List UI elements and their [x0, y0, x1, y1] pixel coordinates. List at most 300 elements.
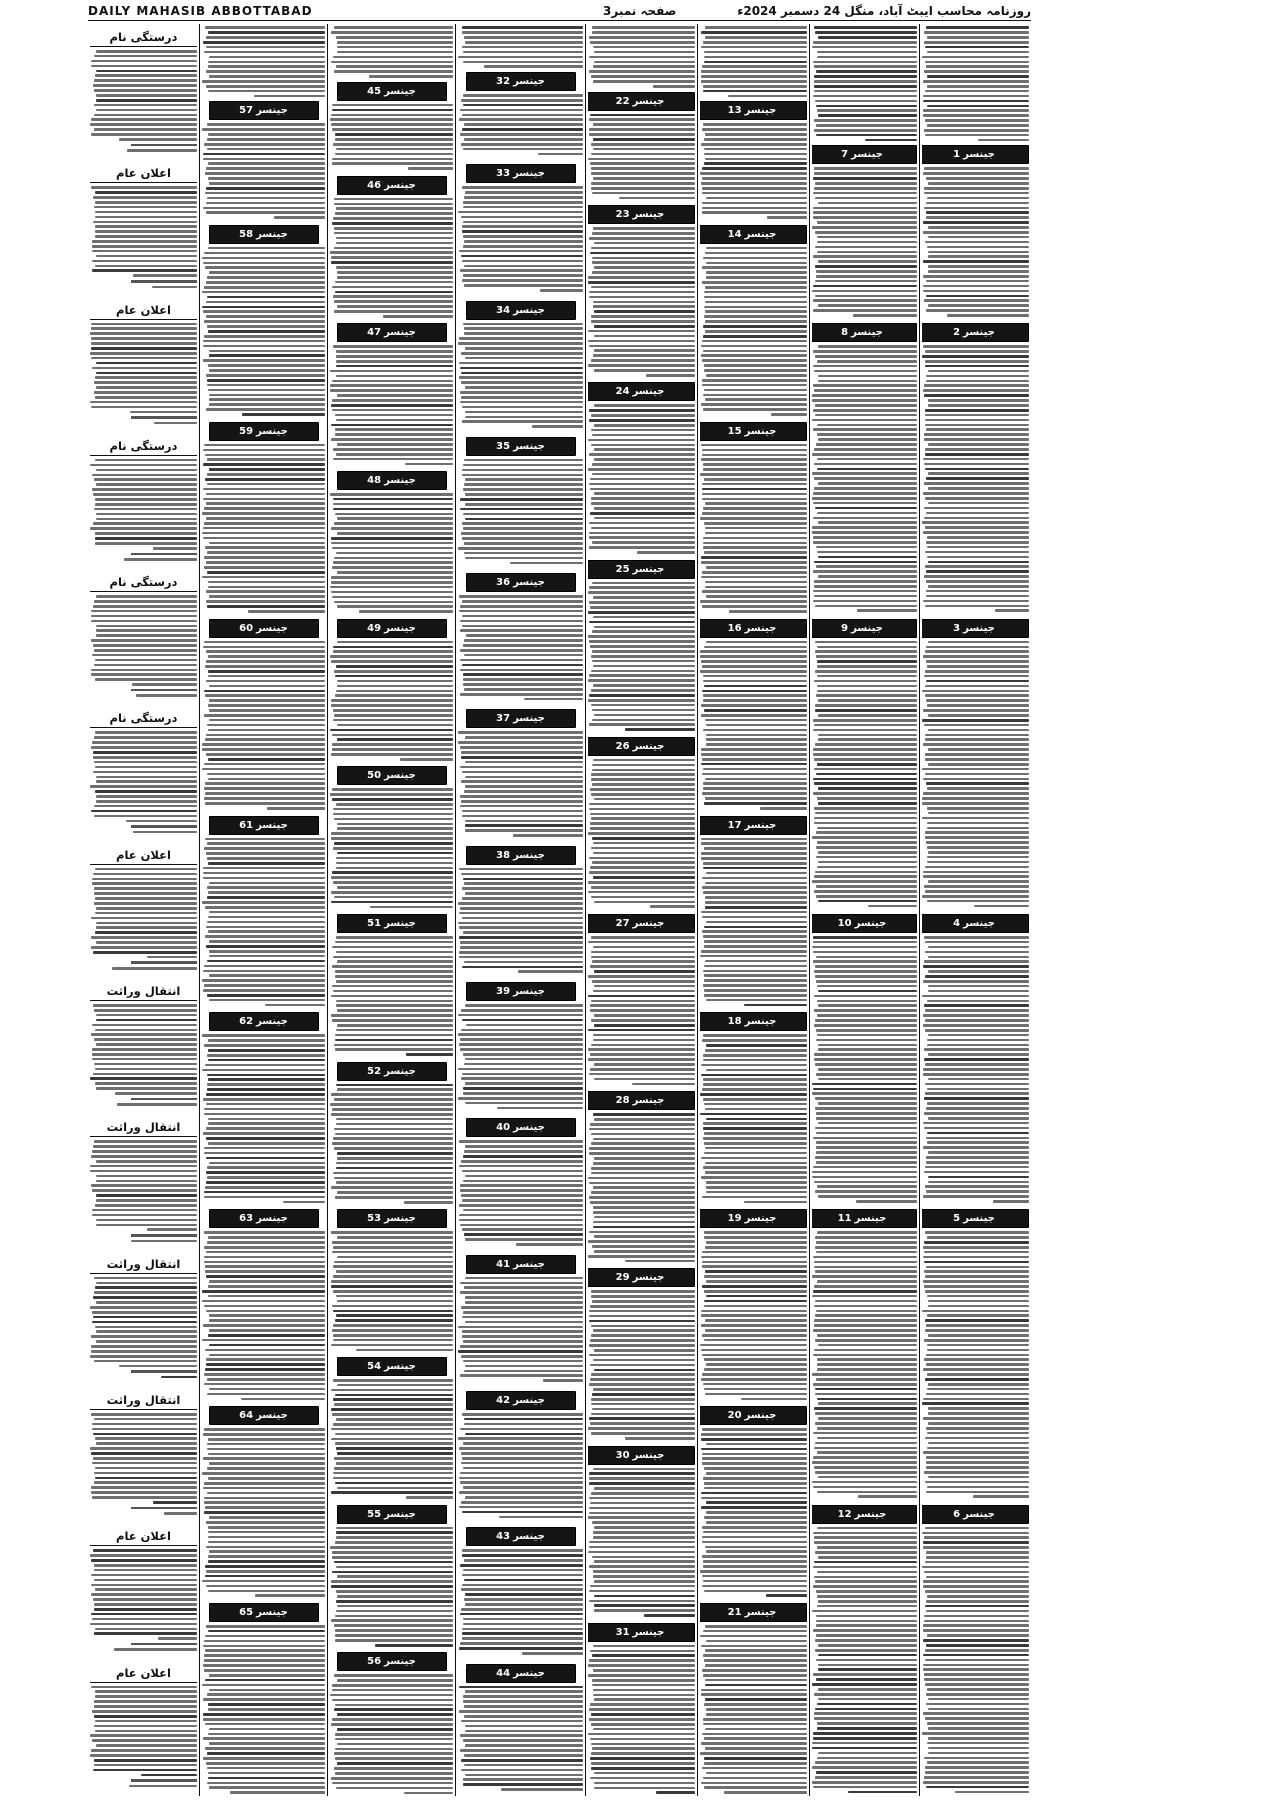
text-line	[336, 36, 453, 39]
text-line	[817, 1546, 917, 1549]
notice-heading	[209, 1603, 319, 1622]
text-line	[464, 654, 583, 657]
text-line	[332, 1689, 453, 1692]
text-line	[924, 1471, 1029, 1474]
text-line	[704, 847, 807, 850]
text-line	[267, 807, 325, 810]
text-line	[337, 1009, 453, 1012]
text-line	[594, 798, 695, 801]
text-line	[460, 669, 583, 672]
signature-line	[131, 1643, 197, 1646]
text-line	[588, 1177, 695, 1180]
text-line	[817, 251, 917, 254]
text-line	[590, 1650, 695, 1653]
text-line	[923, 1073, 1029, 1076]
notice-item	[202, 418, 325, 615]
text-line	[94, 206, 197, 209]
text-line	[334, 1403, 453, 1406]
text-line	[928, 502, 1029, 505]
text-line	[925, 670, 1029, 673]
text-line	[813, 778, 917, 781]
text-line	[462, 664, 583, 667]
notice-heading	[922, 1209, 1029, 1228]
text-line	[204, 1511, 325, 1514]
text-line	[209, 1674, 325, 1677]
text-line	[334, 227, 453, 230]
text-line	[813, 1290, 917, 1293]
text-line	[704, 974, 807, 977]
text-line	[589, 296, 695, 299]
text-line	[593, 1162, 695, 1165]
text-line	[203, 498, 325, 501]
text-line	[465, 1433, 583, 1436]
text-line	[812, 453, 917, 456]
text-line	[332, 286, 453, 289]
text-line	[815, 743, 917, 746]
text-line	[813, 517, 917, 520]
text-line	[336, 1536, 453, 1539]
text-line	[204, 1654, 325, 1657]
text-line	[589, 1315, 695, 1318]
notice-item	[330, 1058, 453, 1206]
text-line	[928, 851, 1029, 854]
text-line	[207, 724, 325, 727]
text-line	[593, 852, 695, 855]
text-line	[814, 1447, 917, 1450]
text-line	[208, 670, 325, 673]
text-line	[812, 1373, 917, 1376]
text-line	[591, 172, 695, 175]
text-line	[701, 714, 807, 717]
text-line	[337, 886, 453, 889]
text-line	[331, 61, 453, 64]
text-line	[589, 803, 695, 806]
text-line	[817, 1722, 917, 1725]
notice-heading-label: جینسر	[513, 577, 545, 589]
text-line	[816, 1310, 917, 1313]
text-line	[90, 332, 197, 335]
text-line	[208, 1236, 325, 1239]
text-line	[592, 861, 695, 864]
text-line	[463, 94, 583, 97]
text-line	[592, 1521, 695, 1524]
text-line	[206, 1181, 325, 1184]
text-line	[589, 1196, 695, 1199]
text-line	[813, 409, 918, 412]
text-line	[815, 1639, 917, 1642]
text-line	[332, 798, 453, 801]
text-line	[817, 665, 917, 668]
text-line	[206, 590, 326, 593]
text-line	[589, 1383, 695, 1386]
text-line	[924, 41, 1029, 44]
text-line	[335, 212, 453, 215]
text-line	[94, 649, 198, 652]
signature-line	[131, 1098, 197, 1101]
notice-item	[812, 1205, 917, 1500]
text-line	[923, 1629, 1029, 1632]
text-line	[922, 719, 1029, 722]
text-line	[703, 1565, 807, 1568]
text-line	[337, 1024, 453, 1027]
text-line	[460, 620, 583, 623]
text-line	[590, 1123, 695, 1126]
text-line	[92, 1321, 197, 1324]
text-line	[995, 609, 1029, 612]
text-line	[203, 345, 325, 348]
text-line	[703, 694, 807, 697]
text-line	[96, 1175, 197, 1178]
text-line	[706, 1521, 807, 1524]
text-line	[818, 1078, 917, 1081]
text-line	[923, 1668, 1029, 1671]
text-line	[928, 641, 1029, 644]
text-line	[465, 820, 583, 823]
notice-item	[458, 1251, 583, 1387]
text-line	[817, 236, 917, 239]
notice-heading	[588, 737, 695, 756]
text-line	[817, 985, 917, 988]
text-line	[818, 699, 917, 702]
text-line	[208, 1039, 325, 1042]
text-line	[591, 1000, 695, 1003]
text-line	[704, 646, 807, 649]
text-line	[589, 723, 695, 726]
text-line	[461, 1160, 583, 1163]
left-notice-title: اعلان عام	[90, 1529, 197, 1546]
text-line	[204, 444, 325, 447]
text-line	[816, 956, 917, 959]
text-line	[465, 1145, 583, 1148]
text-line	[928, 1476, 1029, 1479]
notice-item	[458, 842, 583, 978]
text-line	[92, 1710, 197, 1713]
notice-number: 20	[727, 1410, 742, 1422]
text-line	[336, 148, 453, 151]
text-line	[119, 138, 197, 141]
text-line	[206, 753, 325, 756]
text-line	[465, 1725, 583, 1728]
text-line	[701, 1742, 807, 1745]
text-line	[926, 1427, 1029, 1430]
text-line	[925, 1683, 1029, 1686]
text-line	[591, 773, 695, 776]
text-line	[207, 483, 325, 486]
text-line	[590, 1201, 695, 1204]
notice-number: 4	[953, 917, 961, 929]
text-line	[203, 207, 325, 210]
notice-item	[202, 1008, 325, 1205]
notice-number: 54	[367, 1360, 382, 1372]
text-line	[458, 1014, 583, 1017]
text-line	[593, 80, 695, 83]
text-line	[926, 660, 1029, 663]
notice-heading-label: جینسر	[963, 917, 995, 929]
text-line	[926, 295, 1029, 298]
text-line	[337, 960, 453, 963]
text-line	[818, 990, 917, 993]
text-line	[816, 885, 917, 888]
text-line	[335, 513, 453, 516]
text-line	[208, 1772, 325, 1775]
text-line	[703, 1654, 807, 1657]
text-line	[207, 458, 325, 461]
text-line	[589, 621, 695, 624]
text-line	[335, 1629, 453, 1632]
left-notice-title: انتقال وراثت	[90, 1120, 197, 1137]
text-line	[95, 1029, 197, 1032]
text-line	[706, 1241, 807, 1244]
text-line	[818, 1044, 917, 1047]
text-line	[94, 1140, 197, 1143]
text-line	[701, 75, 807, 78]
text-line	[592, 261, 695, 264]
text-line	[202, 1034, 325, 1037]
text-line	[812, 399, 917, 402]
text-line	[813, 309, 917, 312]
text-line	[464, 1715, 583, 1718]
text-line	[589, 1417, 695, 1420]
text-line	[333, 813, 453, 816]
text-line	[334, 26, 453, 29]
text-line	[459, 1043, 583, 1046]
text-line	[95, 537, 197, 540]
text-line	[924, 507, 1029, 510]
text-line	[208, 1122, 326, 1125]
text-line	[94, 1009, 197, 1012]
text-line	[925, 448, 1029, 451]
text-line	[813, 951, 917, 954]
text-line	[700, 670, 807, 673]
text-line	[331, 1186, 453, 1189]
text-line	[209, 940, 325, 943]
text-line	[817, 1571, 917, 1574]
notice-number: 26	[615, 740, 630, 752]
text-line	[202, 748, 325, 751]
text-line	[205, 172, 325, 175]
text-line	[923, 1195, 1029, 1198]
text-line	[588, 1551, 695, 1554]
text-line	[95, 1467, 197, 1470]
text-line	[207, 1074, 325, 1077]
text-line	[815, 1708, 917, 1711]
text-line	[706, 1118, 807, 1121]
text-line	[208, 1630, 325, 1633]
notice-heading-label: جینسر	[632, 740, 665, 752]
text-line	[95, 74, 197, 77]
text-line	[460, 941, 583, 944]
text-line	[336, 242, 453, 245]
text-line	[203, 158, 325, 161]
text-line	[464, 265, 583, 268]
text-line	[333, 1246, 453, 1249]
text-line	[701, 1314, 807, 1317]
text-line	[594, 1698, 695, 1701]
left-notice	[90, 1114, 197, 1250]
text-line	[203, 1698, 325, 1701]
notice-heading	[337, 1652, 447, 1671]
notice-item	[922, 1501, 1029, 1796]
text-line	[594, 970, 695, 973]
notice-item	[458, 433, 583, 569]
text-line	[206, 374, 325, 377]
text-line	[464, 327, 583, 330]
text-line	[461, 1759, 583, 1762]
text-line	[701, 458, 807, 461]
text-line	[923, 109, 1029, 112]
text-line	[706, 271, 807, 274]
text-line	[202, 1684, 325, 1687]
text-line	[127, 149, 197, 152]
notice-number: 29	[615, 1272, 630, 1284]
text-line	[336, 375, 453, 378]
notice-heading	[209, 422, 319, 441]
text-line	[591, 1398, 695, 1401]
text-line	[856, 1200, 917, 1203]
text-line	[702, 340, 807, 343]
text-line	[92, 250, 197, 253]
text-line	[591, 1142, 695, 1145]
text-line	[926, 1461, 1029, 1464]
text-line	[331, 1777, 453, 1780]
notice-heading-label: جینسر	[851, 622, 883, 634]
text-line	[466, 634, 584, 637]
text-line	[522, 1652, 583, 1655]
text-line	[96, 800, 197, 803]
text-line	[274, 216, 325, 219]
text-line	[94, 1418, 197, 1421]
text-line	[925, 1605, 1029, 1608]
text-line	[818, 345, 917, 348]
text-line	[203, 970, 325, 973]
text-line	[464, 138, 583, 141]
left-notice-title: اعلان عام	[90, 1666, 197, 1683]
text-line	[818, 861, 917, 864]
text-line	[94, 761, 197, 764]
text-line	[702, 192, 807, 195]
text-line	[209, 75, 325, 78]
text-line	[814, 890, 917, 893]
notice-heading	[337, 914, 447, 933]
text-line	[464, 1705, 583, 1708]
text-line	[924, 517, 1029, 520]
text-line	[458, 1437, 583, 1440]
text-line	[814, 1466, 917, 1469]
notice-number: 60	[239, 622, 254, 634]
text-line	[96, 941, 197, 944]
text-line	[704, 162, 807, 165]
text-line	[463, 148, 583, 151]
text-line	[202, 768, 325, 771]
text-line	[94, 1715, 197, 1718]
text-line	[590, 788, 695, 791]
text-line	[462, 474, 583, 477]
text-line	[93, 1549, 197, 1552]
text-line	[705, 1049, 807, 1052]
text-line	[588, 330, 695, 333]
text-line	[590, 1422, 695, 1425]
text-line	[94, 1725, 197, 1728]
text-line	[333, 1423, 453, 1426]
text-line	[332, 1699, 453, 1702]
text-line	[591, 689, 695, 692]
notice-item	[588, 733, 695, 910]
text-line	[91, 610, 197, 613]
text-line	[815, 709, 917, 712]
text-line	[813, 285, 917, 288]
text-line	[208, 916, 325, 919]
text-line	[463, 1486, 583, 1489]
text-line	[332, 871, 453, 874]
text-line	[336, 1167, 453, 1170]
text-line	[334, 842, 453, 845]
text-line	[458, 1033, 583, 1036]
text-line	[702, 454, 807, 457]
text-line	[92, 1189, 197, 1192]
text-line	[209, 1162, 325, 1165]
text-line	[590, 162, 695, 165]
notice-number: 42	[496, 1394, 511, 1406]
text-line	[816, 773, 917, 776]
text-line	[96, 50, 197, 53]
text-line	[594, 1063, 695, 1066]
text-line	[702, 207, 807, 210]
text-line	[594, 1216, 696, 1219]
text-line	[331, 1344, 454, 1347]
text-line	[816, 443, 917, 446]
text-line	[923, 1781, 1029, 1784]
notice-item	[202, 812, 325, 1009]
notice-heading-label: جینسر	[744, 105, 777, 117]
text-line	[462, 1554, 583, 1557]
text-line	[332, 965, 453, 968]
notice-heading	[337, 1062, 447, 1081]
text-line	[207, 138, 325, 141]
text-line	[337, 641, 453, 644]
text-line	[594, 61, 695, 64]
text-line	[704, 685, 807, 688]
text-line	[702, 1265, 807, 1268]
text-line	[209, 685, 325, 688]
text-line	[813, 1432, 917, 1435]
text-line	[463, 1569, 583, 1572]
text-line	[205, 26, 325, 29]
text-line	[590, 1068, 695, 1071]
text-line	[591, 956, 695, 959]
text-line	[153, 547, 197, 550]
text-line	[706, 1511, 807, 1514]
text-line	[815, 670, 917, 673]
text-line	[332, 222, 453, 225]
text-line	[95, 790, 197, 793]
text-line	[705, 797, 807, 800]
text-line	[95, 678, 197, 681]
text-line	[95, 659, 197, 662]
text-line	[204, 522, 325, 525]
text-line	[924, 1339, 1029, 1342]
text-line	[926, 570, 1029, 573]
notice-number: 44	[496, 1667, 511, 1679]
text-line	[703, 325, 807, 328]
text-line	[923, 100, 1029, 103]
notice-item	[458, 569, 583, 705]
notice-heading-label: جینسر	[384, 474, 416, 486]
text-line	[704, 1231, 807, 1234]
text-line	[92, 260, 197, 263]
signature-line	[131, 144, 197, 147]
text-line	[337, 271, 453, 274]
text-line	[94, 1472, 197, 1475]
